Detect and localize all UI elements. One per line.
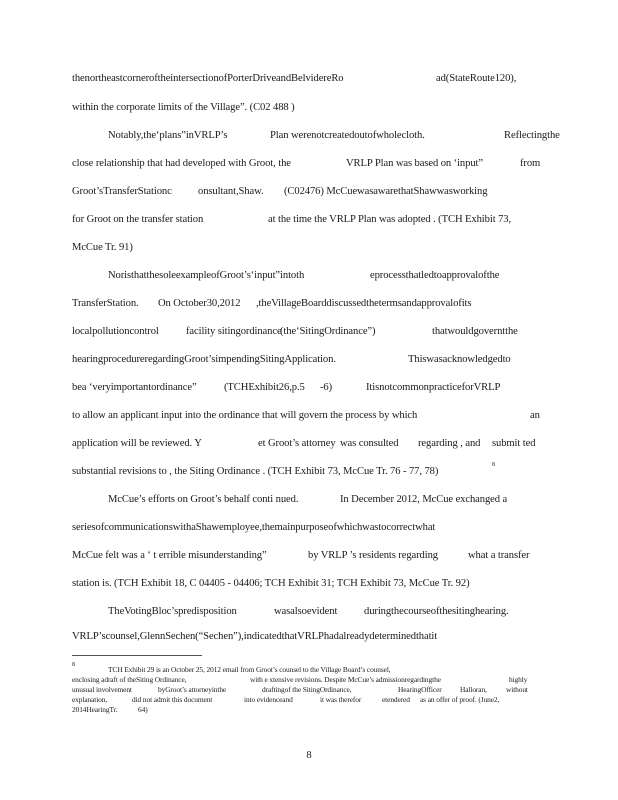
- text-segment: thatwouldgoverntthe: [432, 326, 518, 337]
- text-segment: -6): [320, 382, 333, 393]
- text-segment: (C02476) McCuewasawarethatShawwasworking: [284, 186, 488, 197]
- text-segment: within the corporate limits of the Village”. (C02 488 ): [72, 102, 295, 113]
- text-line: [72, 157, 541, 170]
- footnote-separator: [72, 655, 202, 656]
- text-segment: onsultant,Shaw.: [198, 186, 264, 197]
- text-segment: did not admit this document: [132, 695, 213, 704]
- text-line: [72, 521, 435, 534]
- text-segment: TheVotingBloc’spredisposition: [108, 606, 237, 617]
- text-line: [72, 185, 488, 198]
- text-segment: substantial revisions to , the Siting Ordinance . (TCH Exhibit 73, McCue Tr. 76 - 77, 78): [72, 466, 439, 477]
- text-segment: etendered: [382, 695, 410, 704]
- text-line: [72, 72, 517, 85]
- text-segment: McCue’s efforts on Groot’s behalf conti nued.: [108, 494, 299, 505]
- text-segment: McCue Tr. 91): [72, 242, 133, 253]
- text-line: [72, 325, 518, 338]
- text-segment: TCH Exhibit 29 is an October 25, 2012 email from Groot’s counsel to the Village Board’s counsel,: [108, 665, 391, 674]
- text-segment: Notably,the‘plans”inVRLP’s: [108, 130, 228, 141]
- footnote-line: [72, 685, 528, 694]
- text-segment: was consulted: [340, 438, 399, 449]
- text-segment: (TCHExhibit26,p.5: [224, 382, 305, 393]
- text-segment: 2014HearingTr.: [72, 705, 118, 714]
- text-segment: draftingof the SitingOrdinance,: [262, 685, 352, 694]
- text-line: [72, 297, 472, 310]
- text-segment: HearingOfficer: [398, 685, 442, 694]
- text-segment: TransferStation.: [72, 298, 139, 309]
- text-segment: byGroot’s attorneyinthe: [158, 685, 227, 694]
- text-line: [72, 381, 501, 394]
- paragraph-first-line: [108, 269, 500, 282]
- text-segment: et Groot’s attorney: [258, 438, 336, 449]
- text-segment: (the‘SitingOrdinance”): [280, 326, 376, 337]
- text-segment: Halloran,: [460, 685, 487, 694]
- text-segment: Reflectingthe: [504, 130, 560, 141]
- text-segment: enclosing adraft of theSiting Ordinance,: [72, 675, 187, 684]
- text-segment: an: [530, 410, 540, 421]
- text-segment: Thiswasacknowledgedto: [408, 354, 511, 365]
- text-segment: ,theVillageBoarddiscussedthetermsandapprovalofits: [256, 298, 472, 309]
- text-line: [72, 577, 470, 590]
- text-segment: NoristhatthesoleexampleofGroot’s‘input”intoth: [108, 270, 305, 281]
- footnote-marker: 8: [72, 662, 75, 668]
- text-line: [72, 549, 530, 562]
- text-line: [72, 241, 133, 254]
- text-segment: explanation,: [72, 695, 108, 704]
- text-segment: submit ted: [492, 438, 536, 449]
- text-segment: VRLP Plan was based on ‘input”: [346, 158, 483, 169]
- text-line: [72, 462, 495, 478]
- text-segment: McCue felt was a ‘ t errible misunderstanding”: [72, 550, 267, 561]
- text-segment: with e xtensive revisions. Despite McCue’s admissionregardingthe: [250, 675, 441, 684]
- text-segment: for Groot on the transfer station: [72, 214, 204, 225]
- text-segment: Groot’sTransferStationc: [72, 186, 172, 197]
- text-segment: eprocessthatledtoapprovalofthe: [370, 270, 500, 281]
- text-segment: Plan werenotcreatedoutofwholecloth.: [270, 130, 425, 141]
- text-segment: into evidenceand: [244, 695, 293, 704]
- text-segment: ad(StateRoute120),: [436, 73, 517, 84]
- page-number: 8: [306, 750, 312, 761]
- text-segment: bea ‘veryimportantordinance”: [72, 382, 197, 393]
- text-line: [72, 353, 511, 366]
- text-segment: VRLP’scounsel,GlennSechen(“Sechen”),indicatedthatVRLPhadalreadydeterminedthatit: [72, 631, 438, 642]
- text-segment: In December 2012, McCue exchanged a: [340, 494, 508, 505]
- text-segment: localpollutioncontrol: [72, 326, 159, 337]
- text-line: [72, 630, 437, 643]
- text-segment: without: [506, 685, 528, 694]
- text-segment: by VRLP ’s residents regarding: [308, 550, 438, 561]
- text-segment: station is. (TCH Exhibit 18, C 04405 - 04406; TCH Exhibit 31; TCH Exhibit 73, McCue Tr. 92): [72, 578, 470, 589]
- text-segment: hearingprocedureregardingGroot’simpendingSitingApplication.: [72, 354, 336, 365]
- footnote-reference[interactable]: 8: [492, 462, 495, 468]
- footnote-line: [72, 675, 528, 684]
- text-segment: what a transfer: [468, 550, 530, 561]
- footnote-line: [72, 705, 148, 714]
- text-segment: 64): [138, 705, 148, 714]
- text-line: [72, 213, 512, 226]
- paragraph-first-line: [108, 129, 560, 142]
- footnote-line: [72, 695, 500, 704]
- text-segment: On October30,2012: [158, 298, 241, 309]
- text-line: [72, 101, 295, 114]
- text-segment: ItisnotcommonpracticeforVRLP: [366, 382, 501, 393]
- text-segment: regarding , and: [418, 438, 481, 449]
- text-segment: wasalsoevident: [274, 606, 338, 617]
- text-segment: from: [520, 158, 541, 169]
- text-line: [72, 409, 540, 422]
- text-segment: seriesofcommunicationswithaShawemployee,themainpurposeofwhichwastocorrectwhat: [72, 522, 436, 533]
- paragraph-first-line: [108, 605, 509, 618]
- text-segment: as an offer of proof. (June2,: [420, 695, 500, 704]
- text-segment: highly: [509, 675, 528, 684]
- text-segment: it was therefor: [320, 695, 362, 704]
- text-segment: unusual involvement: [72, 685, 132, 694]
- text-segment: thenortheastcorneroftheintersectionofPorterDriveandBelvidereRo: [72, 73, 344, 84]
- text-segment: at the time the VRLP Plan was adopted . (TCH Exhibit 73,: [268, 214, 512, 225]
- text-segment: application will be reviewed. Y: [72, 438, 202, 449]
- text-segment: to allow an applicant input into the ordinance that will govern the process by which: [72, 410, 418, 421]
- paragraph-first-line: [108, 493, 508, 506]
- text-line: [72, 437, 536, 450]
- text-segment: facility sitingordinance: [186, 326, 282, 337]
- text-segment: close relationship that had developed with Groot, the: [72, 158, 291, 169]
- text-segment: duringthecourseofthesitinghearing.: [364, 606, 509, 617]
